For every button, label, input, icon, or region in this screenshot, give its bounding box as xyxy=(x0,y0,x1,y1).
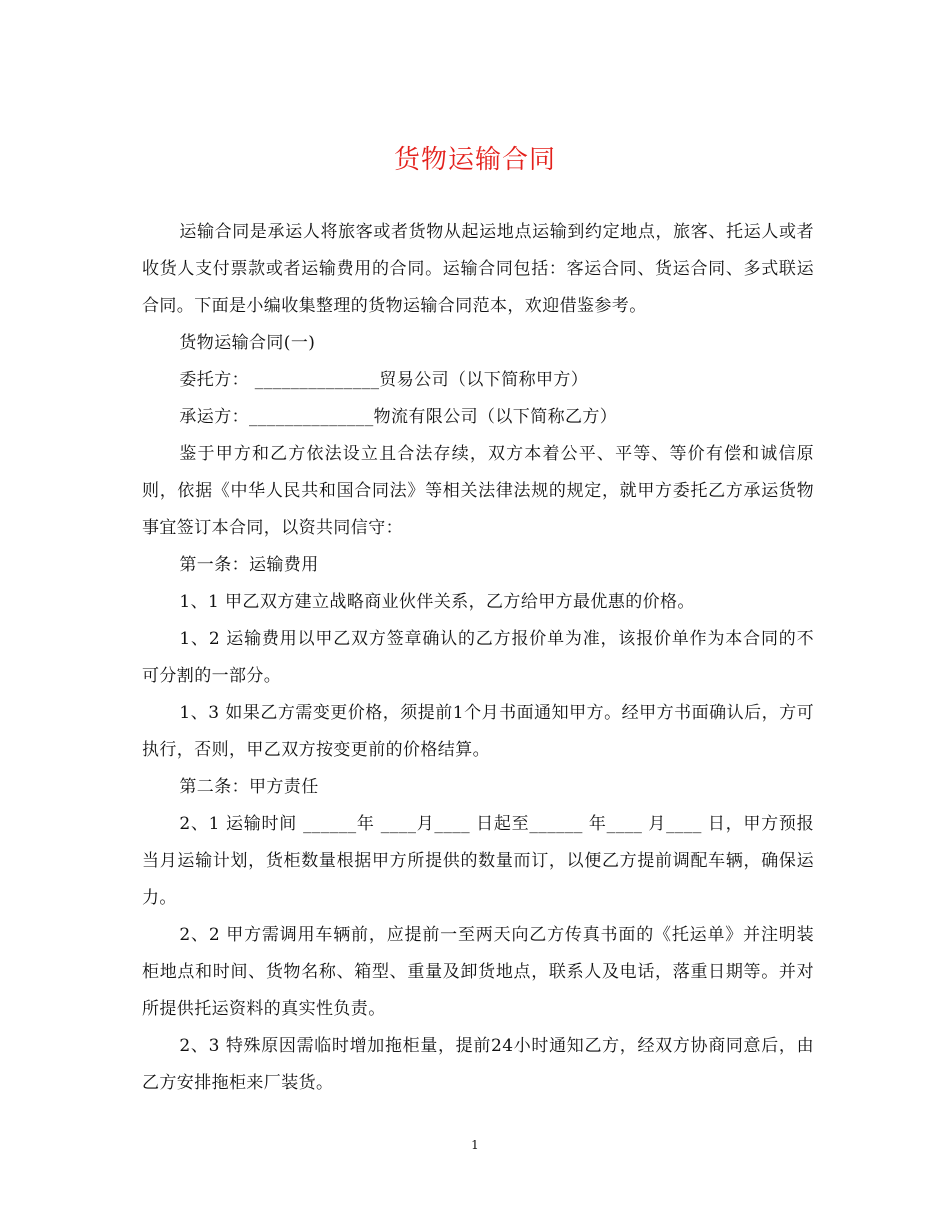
document-body xyxy=(142,214,814,1102)
paragraph-clause-1-2: 1、2 运输费用以甲乙双方签章确认的乙方报价单为准，该报价单作为本合同的不可分割的一部分。 xyxy=(142,629,814,686)
paragraph-client: 委托方： ______________贸易公司（以下简称甲方） xyxy=(179,370,589,390)
page-number: 1 xyxy=(471,1138,479,1152)
paragraph-intro: 运输合同是承运人将旅客或者货物从起运地点运输到约定地点，旅客、托运人或者收货人支付票款或者运输费用的合同。运输合同包括：客运合同、货运合同、多式联运合同。下面是小编收集整理的货物运输合同范本，欢迎借鉴参考。 xyxy=(142,222,814,316)
paragraph-contract-heading: 货物运输合同(一) xyxy=(179,333,316,353)
paragraph-clause-2-2: 2、2 甲方需调用车辆前，应提前一至两天向乙方传真书面的《托运单》并注明装柜地点和时间、货物名称、箱型、重量及卸货地点，联系人及电话，落重日期等。并对所提供托运资料的真实性负责。 xyxy=(142,925,814,1019)
paragraph-article-1-heading: 第一条：运输费用 xyxy=(179,555,319,575)
paragraph-clause-1-1: 1、1 甲乙双方建立战略商业伙伴关系，乙方给甲方最优惠的价格。 xyxy=(179,592,695,612)
paragraph-preamble: 鉴于甲方和乙方依法设立且合法存续，双方本着公平、平等、等价有偿和诚信原则，依据《中华人民共和国合同法》等相关法律法规的规定，就甲方委托乙方承运货物事宜签订本合同，以资共同信守： xyxy=(142,444,814,538)
document-title: 货物运输合同 xyxy=(393,145,556,175)
paragraph-clause-1-3: 1、3 如果乙方需变更价格，须提前1个月书面通知甲方。经甲方书面确认后，方可执行，否则，甲乙双方按变更前的价格结算。 xyxy=(142,703,814,760)
paragraph-article-2-heading: 第二条：甲方责任 xyxy=(179,777,319,797)
paragraph-clause-2-1: 2、1 运输时间 ______年 ____月____ 日起至______ 年____ 月____ 日，甲方预报当月运输计划，货柜数量根据甲方所提供的数量而订，以便乙方提前调配车辆，确保运力。 xyxy=(142,814,814,908)
paragraph-clause-2-3: 2、3 特殊原因需临时增加拖柜量，提前24小时通知乙方，经双方协商同意后，由乙方安排拖柜来厂装货。 xyxy=(142,1036,814,1093)
paragraph-carrier: 承运方：______________物流有限公司（以下简称乙方） xyxy=(179,407,618,427)
